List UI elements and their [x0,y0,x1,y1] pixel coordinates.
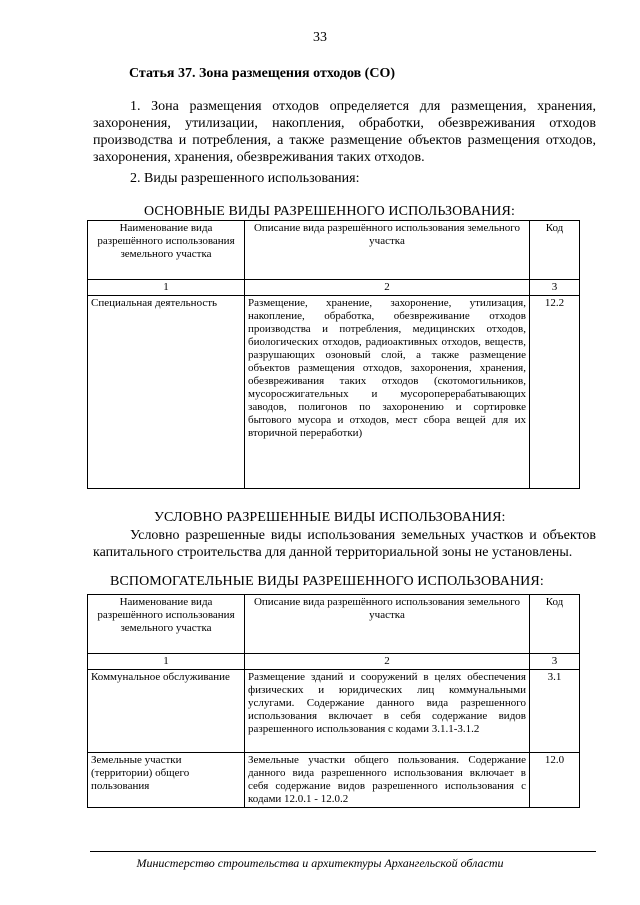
table-row [88,753,580,808]
column-number: 1 [88,654,245,670]
header-code: Код [530,595,580,654]
header-name: Наименование вида разрешённого использования земельного участка [88,595,245,654]
footer-text: Министерство строительства и архитектуры Архангельской области [136,856,504,870]
header-description: Описание вида разрешённого использования земельного участка [245,221,530,280]
header-description: Описание вида разрешённого использования земельного участка [245,595,530,654]
table-number-row [88,280,580,296]
footer-divider [90,851,596,852]
table-number-row [88,654,580,670]
main-uses-table [87,220,580,489]
use-code: 3.1 [530,670,580,753]
paragraph-1-text: 1. Зона размещения отходов определяется для размещения, хранения, захоронения, утилизации, накопления, обработки, обезвреживания отходов производства и потребления, а также размещение объектов размещения отходов, захоронения, хранения, обезвреживания таких отходов. [93,99,596,165]
table-row [88,670,580,753]
use-description: Земельные участки общего пользования. Содержание данного вида разрешенного использования включает в себя содержание видов разрешенного использования с кодами 12.0.1 - 12.0.2 [245,753,530,808]
table-row [88,296,580,489]
header-name: Наименование вида разрешённого использования земельного участка [88,221,245,280]
auxiliary-uses-heading: ВСПОМОГАТЕЛЬНЫЕ ВИДЫ РАЗРЕШЕННОГО ИСПОЛЬЗОВАНИЯ: [110,574,544,589]
table-header-row [88,221,580,280]
paragraph-uses-intro: 2. Виды разрешенного использования: [130,171,360,186]
column-number: 3 [530,280,580,296]
table-header-row [88,595,580,654]
use-description: Размещение зданий и сооружений в целях обеспечения физических и юридических лиц коммунальными услугами. Содержание данного вида разрешенного использования включает в себя содержание видов разрешенного использования с кодами 3.1.1-3.1.2 [245,670,530,753]
column-number: 1 [88,280,245,296]
column-number: 2 [245,280,530,296]
conditional-uses-text: Условно разрешенные виды использования земельных участков и объектов капитального строительства для данной территориальной зоны не установлены. [93,528,596,560]
auxiliary-uses-table [87,594,580,808]
page-number: 33 [313,30,327,45]
column-number: 3 [530,654,580,670]
use-code: 12.0 [530,753,580,808]
article-title: Статья 37. Зона размещения отходов (СО) [129,66,395,81]
column-number: 2 [245,654,530,670]
conditional-uses-heading: УСЛОВНО РАЗРЕШЕННЫЕ ВИДЫ ИСПОЛЬЗОВАНИЯ: [154,510,506,525]
use-code: 12.2 [530,296,580,489]
paragraph-zone-purpose [93,98,596,166]
use-name: Специальная деятельность [88,296,245,489]
use-description: Размещение, хранение, захоронение, утилизация, накопление, обработка, обезвреживание отходов производства и потребления, медицинских отходов, биологических отходов, радиоактивных отходов, веществ, разрушающих озоновый слой, а также размещение объектов размещения отходов, захоронения, хранения, обезвреживания таких отходов (скотомогильников, мусоросжигательных и мусороперерабатывающих заводов, полигонов по захоронению и сортировке бытового мусора и отходов, мест сбора вещей для их вторичной переработки) [245,296,530,489]
use-name: Коммунальное обслуживание [88,670,245,753]
use-name: Земельные участки (территории) общего пользования [88,753,245,808]
header-code: Код [530,221,580,280]
main-uses-heading: ОСНОВНЫЕ ВИДЫ РАЗРЕШЕННОГО ИСПОЛЬЗОВАНИЯ: [144,204,515,219]
